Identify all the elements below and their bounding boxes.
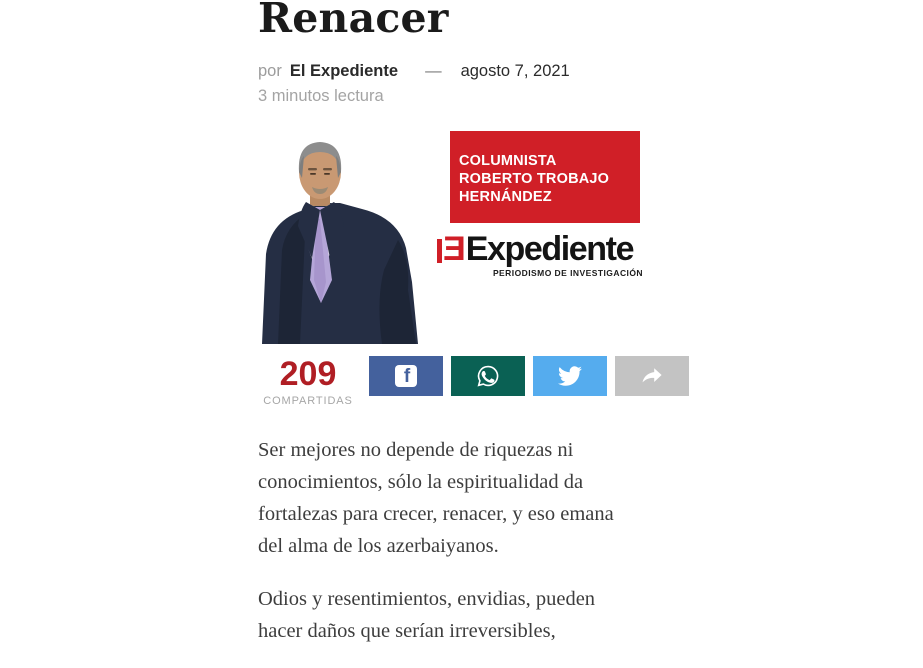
share-count-label: COMPARTIDAS: [263, 395, 353, 407]
columnist-box: [450, 131, 640, 223]
columnist-portrait: [258, 130, 450, 344]
byline-separator: —: [425, 62, 442, 80]
share-whatsapp-button[interactable]: [451, 356, 525, 396]
columnist-box-line1: COLUMNISTA: [459, 153, 557, 169]
article-body: [258, 434, 688, 647]
twitter-icon: [558, 364, 582, 388]
author-link[interactable]: El Expediente: [289, 62, 399, 80]
share-arrow-icon: [639, 364, 665, 388]
page-title: Renacer: [258, 0, 449, 42]
byline: [258, 62, 688, 81]
featured-right-panel: [444, 130, 688, 344]
share-buttons: [369, 356, 697, 396]
share-row: [258, 355, 688, 407]
publish-date: agosto 7, 2021: [460, 62, 570, 80]
columnist-box-line3: HERNÁNDEZ: [459, 189, 552, 205]
share-twitter-button[interactable]: [533, 356, 607, 396]
whatsapp-icon: [475, 363, 501, 389]
share-count: [258, 355, 358, 407]
share-facebook-button[interactable]: [369, 356, 443, 396]
byline-by-label: por: [258, 62, 282, 80]
share-more-button[interactable]: [615, 356, 689, 396]
columnist-box-line2: ROBERTO TROBAJO: [459, 171, 610, 187]
facebook-icon: f: [395, 365, 417, 387]
paragraph: Odios y resentimientos, envidias, pueden hacer daños que serían irreversibles,: [258, 588, 596, 642]
expediente-logo-text: Expediente: [465, 230, 634, 268]
expediente-logo-mark-bar: [437, 239, 442, 263]
article: [258, 0, 688, 668]
paragraph: Ser mejores no depende de riquezas ni conocimientos, sólo la espiritualidad da fortalezas para crecer, renacer, y eso emana del alma de los azerbaiyanos.: [258, 439, 614, 557]
read-time: 3 minutos lectura: [258, 87, 384, 105]
expediente-logo-tagline: PERIODISMO DE INVESTIGACIÓN: [492, 268, 643, 278]
share-count-number: 209: [279, 355, 337, 393]
featured-image: [258, 130, 688, 344]
expediente-logo: [437, 232, 645, 278]
expediente-logo-mark-e: E: [444, 230, 466, 268]
